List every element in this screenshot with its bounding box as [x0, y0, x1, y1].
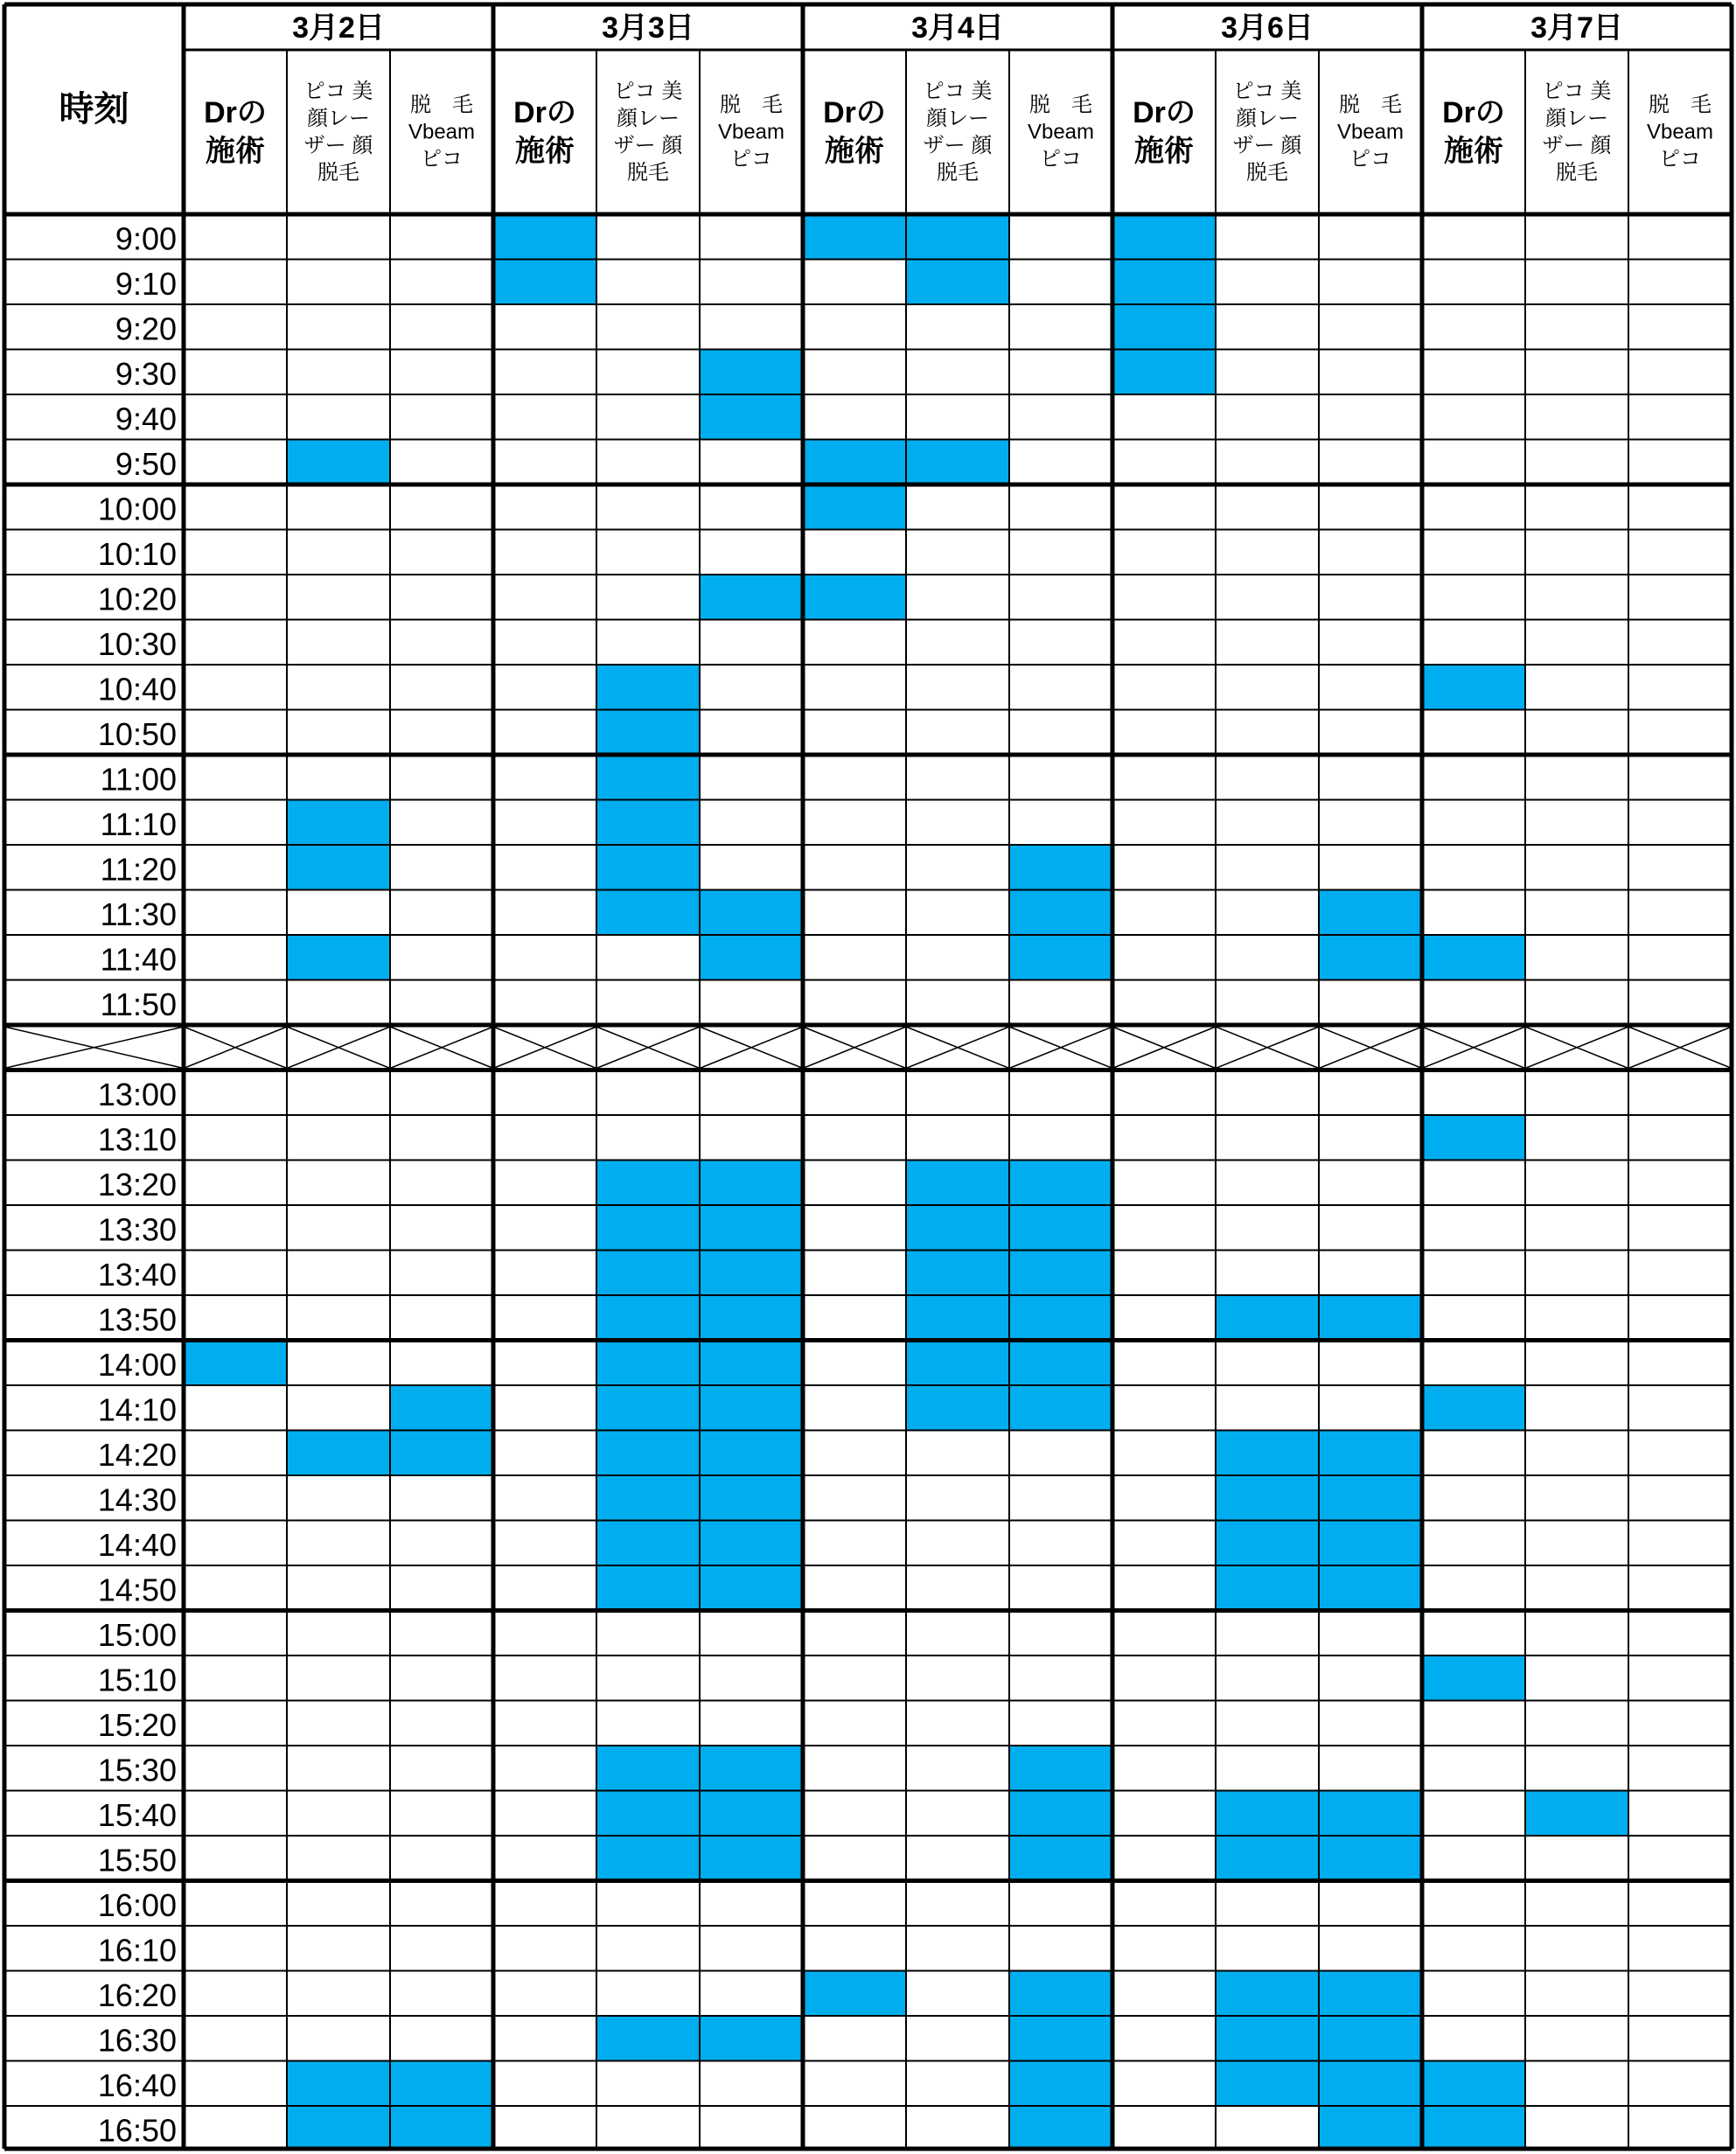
available-slot[interactable] — [596, 1836, 700, 1881]
sub-column-header: ピコ 美 — [613, 80, 683, 103]
time-label: 11:00 — [100, 761, 177, 798]
available-slot[interactable] — [803, 440, 906, 485]
available-slot[interactable] — [1319, 1521, 1422, 1566]
sub-column-header: 顔レー — [307, 107, 370, 130]
available-slot[interactable] — [596, 890, 700, 936]
sub-column-header: 脱毛 — [317, 161, 359, 185]
sub-column-header: ピコ 美 — [1542, 80, 1612, 103]
available-slot[interactable] — [700, 1251, 803, 1296]
available-slot[interactable] — [596, 710, 700, 756]
time-label: 16:40 — [97, 2067, 177, 2103]
sub-column-header: ピコ — [1349, 147, 1391, 171]
available-slot[interactable] — [1112, 304, 1216, 350]
time-label: 11:10 — [100, 805, 177, 842]
available-slot[interactable] — [596, 1521, 700, 1566]
available-slot[interactable] — [1319, 1791, 1422, 1837]
available-slot[interactable] — [700, 890, 803, 936]
time-label: 14:40 — [97, 1526, 177, 1563]
available-slot[interactable] — [1422, 2061, 1525, 2107]
available-slot[interactable] — [1009, 935, 1112, 980]
sub-column-header: 脱毛 — [1246, 161, 1288, 185]
available-slot[interactable] — [1319, 2106, 1422, 2151]
time-label: 11:40 — [100, 941, 177, 978]
available-slot[interactable] — [596, 1475, 700, 1521]
available-slot[interactable] — [700, 575, 803, 620]
available-slot[interactable] — [700, 1791, 803, 1837]
available-slot[interactable] — [1009, 2061, 1112, 2107]
available-slot[interactable] — [700, 2016, 803, 2061]
available-slot[interactable] — [493, 214, 596, 260]
available-slot[interactable] — [1319, 1971, 1422, 2017]
sub-column-header: ザー 顔 — [613, 134, 683, 157]
sub-column-header: Vbeam — [408, 120, 476, 144]
available-slot[interactable] — [1216, 2016, 1319, 2061]
sub-column-header: 脱 毛 — [1649, 93, 1712, 117]
available-slot[interactable] — [906, 1341, 1009, 1386]
available-slot[interactable] — [906, 1161, 1009, 1206]
available-slot[interactable] — [390, 1385, 493, 1431]
time-label: 13:40 — [97, 1256, 177, 1293]
sub-column-header: Vbeam — [1027, 120, 1095, 144]
time-label: 9:00 — [115, 220, 177, 257]
sub-column-header: Vbeam — [1646, 120, 1714, 144]
available-slot[interactable] — [1216, 1295, 1319, 1341]
available-slot[interactable] — [700, 1475, 803, 1521]
available-slot[interactable] — [184, 1341, 287, 1386]
available-slot[interactable] — [493, 260, 596, 305]
available-slot[interactable] — [1422, 1656, 1525, 1701]
sub-column-header: 顔レー — [926, 107, 989, 130]
time-label: 16:50 — [97, 2112, 177, 2149]
available-slot[interactable] — [1422, 2106, 1525, 2151]
available-slot[interactable] — [700, 1746, 803, 1791]
lunch-break-row — [4, 1027, 1732, 1069]
time-label: 15:40 — [97, 1796, 177, 1833]
available-slot[interactable] — [1216, 1791, 1319, 1837]
time-label: 9:30 — [115, 355, 177, 392]
sub-column-header: ピコ 美 — [1232, 80, 1302, 103]
sub-column-header: 顔レー — [617, 107, 680, 130]
time-label: 10:20 — [97, 581, 177, 617]
time-label: 9:10 — [115, 265, 177, 302]
available-slot[interactable] — [596, 1205, 700, 1251]
time-label: 13:00 — [97, 1076, 177, 1112]
time-label: 15:30 — [97, 1752, 177, 1788]
time-header: 時刻 — [59, 90, 129, 129]
available-slot[interactable] — [803, 1971, 906, 2017]
date-header: 3月7日 — [1530, 11, 1623, 45]
time-label: 13:50 — [97, 1301, 177, 1338]
sub-column-header: ピコ — [1659, 147, 1701, 171]
available-slot[interactable] — [1319, 1475, 1422, 1521]
available-slot[interactable] — [1112, 350, 1216, 395]
available-slot[interactable] — [1422, 935, 1525, 980]
available-slot[interactable] — [700, 1565, 803, 1611]
sub-column-header: ザー 顔 — [1542, 134, 1612, 157]
date-header: 3月4日 — [911, 11, 1004, 45]
available-slot[interactable] — [803, 484, 906, 530]
available-slot[interactable] — [596, 1431, 700, 1476]
available-slot[interactable] — [1319, 1295, 1422, 1341]
available-slot[interactable] — [1009, 1341, 1112, 1386]
time-label: 10:00 — [97, 491, 177, 527]
available-slot[interactable] — [1009, 2106, 1112, 2151]
available-slot[interactable] — [700, 1836, 803, 1881]
sub-column-header: Drの — [1133, 96, 1196, 129]
sub-column-header: 脱 毛 — [720, 93, 783, 117]
available-slot[interactable] — [700, 1341, 803, 1386]
available-slot[interactable] — [390, 2106, 493, 2151]
available-slot[interactable] — [1216, 1475, 1319, 1521]
available-slot[interactable] — [287, 440, 390, 485]
time-label: 16:00 — [97, 1886, 177, 1923]
sub-column-header: 脱毛 — [627, 161, 669, 185]
time-label: 9:50 — [115, 445, 177, 482]
time-label: 14:30 — [97, 1481, 177, 1518]
available-slot[interactable] — [803, 575, 906, 620]
available-slot[interactable] — [596, 665, 700, 710]
available-slot[interactable] — [596, 2016, 700, 2061]
available-slot[interactable] — [1525, 1791, 1628, 1837]
time-label: 11:50 — [100, 986, 177, 1022]
time-label: 9:40 — [115, 401, 177, 437]
time-label: 13:30 — [97, 1211, 177, 1248]
sub-column-header: Drの — [204, 96, 267, 129]
available-slot[interactable] — [700, 1385, 803, 1431]
available-slot[interactable] — [1319, 935, 1422, 980]
available-slot[interactable] — [1216, 1431, 1319, 1476]
available-slot[interactable] — [596, 1791, 700, 1837]
sub-column-header: 施術 — [515, 135, 575, 168]
available-slot[interactable] — [1009, 1385, 1112, 1431]
time-label: 10:10 — [97, 535, 177, 572]
sub-column-header: ザー 顔 — [1232, 134, 1302, 157]
available-slot[interactable] — [390, 1431, 493, 1476]
available-slot[interactable] — [1319, 2061, 1422, 2107]
sub-column-header: ピコ — [421, 147, 463, 171]
available-slot[interactable] — [596, 1385, 700, 1431]
available-slot[interactable] — [1009, 890, 1112, 936]
sub-column-header: Drの — [1442, 96, 1505, 129]
time-label: 16:20 — [97, 1976, 177, 2013]
available-slot[interactable] — [1009, 1971, 1112, 2017]
available-slot[interactable] — [596, 1251, 700, 1296]
sub-column-header: ザー 顔 — [303, 134, 373, 157]
sub-column-header: 施術 — [825, 135, 884, 168]
available-slot[interactable] — [1009, 1791, 1112, 1837]
time-label: 15:00 — [97, 1616, 177, 1653]
available-slot[interactable] — [287, 2061, 390, 2107]
available-slot[interactable] — [1112, 260, 1216, 305]
available-slot[interactable] — [596, 1295, 700, 1341]
time-label: 11:20 — [100, 851, 177, 888]
available-slot[interactable] — [596, 1746, 700, 1791]
sub-column-header: 脱 毛 — [410, 93, 473, 117]
available-slot[interactable] — [596, 755, 700, 800]
time-label: 14:00 — [97, 1346, 177, 1383]
available-slot[interactable] — [287, 2106, 390, 2151]
sub-column-header: 脱毛 — [1556, 161, 1598, 185]
available-slot[interactable] — [1009, 1251, 1112, 1296]
available-slot[interactable] — [700, 935, 803, 980]
sub-column-header: 施術 — [206, 135, 265, 168]
sub-column-header: 施術 — [1134, 135, 1194, 168]
available-slot[interactable] — [700, 1521, 803, 1566]
time-label: 15:10 — [97, 1662, 177, 1698]
sub-column-header: Vbeam — [1336, 120, 1405, 144]
available-slot[interactable] — [1009, 1161, 1112, 1206]
available-slot[interactable] — [700, 1431, 803, 1476]
time-label: 15:20 — [97, 1706, 177, 1743]
available-slot[interactable] — [1009, 845, 1112, 890]
date-header: 3月3日 — [602, 11, 694, 45]
available-slot[interactable] — [906, 1205, 1009, 1251]
time-label: 15:50 — [97, 1842, 177, 1879]
available-slot[interactable] — [1422, 1115, 1525, 1161]
available-slot[interactable] — [1319, 890, 1422, 936]
sub-column-header: ピコ 美 — [923, 80, 993, 103]
available-slot[interactable] — [287, 800, 390, 846]
available-slot[interactable] — [1319, 1565, 1422, 1611]
thin-grid-lines — [4, 50, 1732, 2149]
available-slot[interactable] — [596, 800, 700, 846]
sub-column-header: 脱 毛 — [1029, 93, 1092, 117]
available-slot[interactable] — [906, 214, 1009, 260]
sub-column-header: 施術 — [1444, 135, 1503, 168]
available-slot[interactable] — [596, 845, 700, 890]
available-slot[interactable] — [1319, 1431, 1422, 1476]
time-label: 10:40 — [97, 671, 177, 708]
available-slot[interactable] — [287, 845, 390, 890]
available-slot[interactable] — [1112, 214, 1216, 260]
sub-column-header: ピコ — [1040, 147, 1082, 171]
available-slot[interactable] — [700, 1205, 803, 1251]
available-slot[interactable] — [1216, 2061, 1319, 2107]
sub-column-header: 顔レー — [1545, 107, 1608, 130]
sub-column-header: ピコ — [730, 147, 772, 171]
sub-column-header: Drの — [823, 96, 886, 129]
time-label: 16:30 — [97, 2022, 177, 2059]
available-slot[interactable] — [1216, 1836, 1319, 1881]
available-slot[interactable] — [1216, 1521, 1319, 1566]
sub-column-header: Vbeam — [717, 120, 785, 144]
available-slot[interactable] — [906, 1251, 1009, 1296]
date-header: 3月6日 — [1221, 11, 1314, 45]
available-slot[interactable] — [1422, 665, 1525, 710]
time-label: 14:10 — [97, 1391, 177, 1428]
available-slot[interactable] — [1009, 1295, 1112, 1341]
available-slot[interactable] — [287, 935, 390, 980]
sub-column-header: 顔レー — [1236, 107, 1299, 130]
available-slot[interactable] — [1009, 1746, 1112, 1791]
time-label: 9:20 — [115, 310, 177, 347]
thick-grid-lines — [4, 4, 1732, 2149]
available-slot[interactable] — [906, 1295, 1009, 1341]
sub-column-header: 脱 毛 — [1339, 93, 1402, 117]
available-slot[interactable] — [1216, 1971, 1319, 2017]
available-slot[interactable] — [1422, 1385, 1525, 1431]
time-label: 13:10 — [97, 1121, 177, 1158]
time-label: 16:10 — [97, 1932, 177, 1969]
time-label: 11:30 — [100, 896, 177, 932]
available-slot[interactable] — [1009, 1205, 1112, 1251]
available-slot[interactable] — [596, 1341, 700, 1386]
available-slot[interactable] — [1319, 2016, 1422, 2061]
available-slot[interactable] — [700, 1161, 803, 1206]
available-slot[interactable] — [700, 394, 803, 440]
available-slot[interactable] — [390, 2061, 493, 2107]
sub-column-header: ピコ 美 — [303, 80, 373, 103]
available-slot[interactable] — [906, 1385, 1009, 1431]
available-slot[interactable] — [1216, 1565, 1319, 1611]
sub-column-header: 脱毛 — [937, 161, 979, 185]
sub-column-header: ザー 顔 — [923, 134, 993, 157]
table-labels — [59, 11, 1714, 2148]
available-slot[interactable] — [596, 1161, 700, 1206]
time-label: 10:30 — [97, 625, 177, 662]
available-slot[interactable] — [1319, 1836, 1422, 1881]
available-slot[interactable] — [906, 440, 1009, 485]
available-slot[interactable] — [700, 1295, 803, 1341]
available-slot[interactable] — [700, 350, 803, 395]
available-slot[interactable] — [1009, 1836, 1112, 1881]
time-label: 14:50 — [97, 1572, 177, 1608]
available-slot[interactable] — [1009, 2016, 1112, 2061]
available-slot[interactable] — [596, 1565, 700, 1611]
time-label: 13:20 — [97, 1166, 177, 1202]
sub-column-header: Drの — [513, 96, 576, 129]
time-label: 10:50 — [97, 715, 177, 752]
available-slot[interactable] — [287, 1431, 390, 1476]
available-slot[interactable] — [906, 260, 1009, 305]
time-label: 14:20 — [97, 1436, 177, 1473]
date-header: 3月2日 — [292, 11, 385, 45]
available-slot[interactable] — [803, 214, 906, 260]
